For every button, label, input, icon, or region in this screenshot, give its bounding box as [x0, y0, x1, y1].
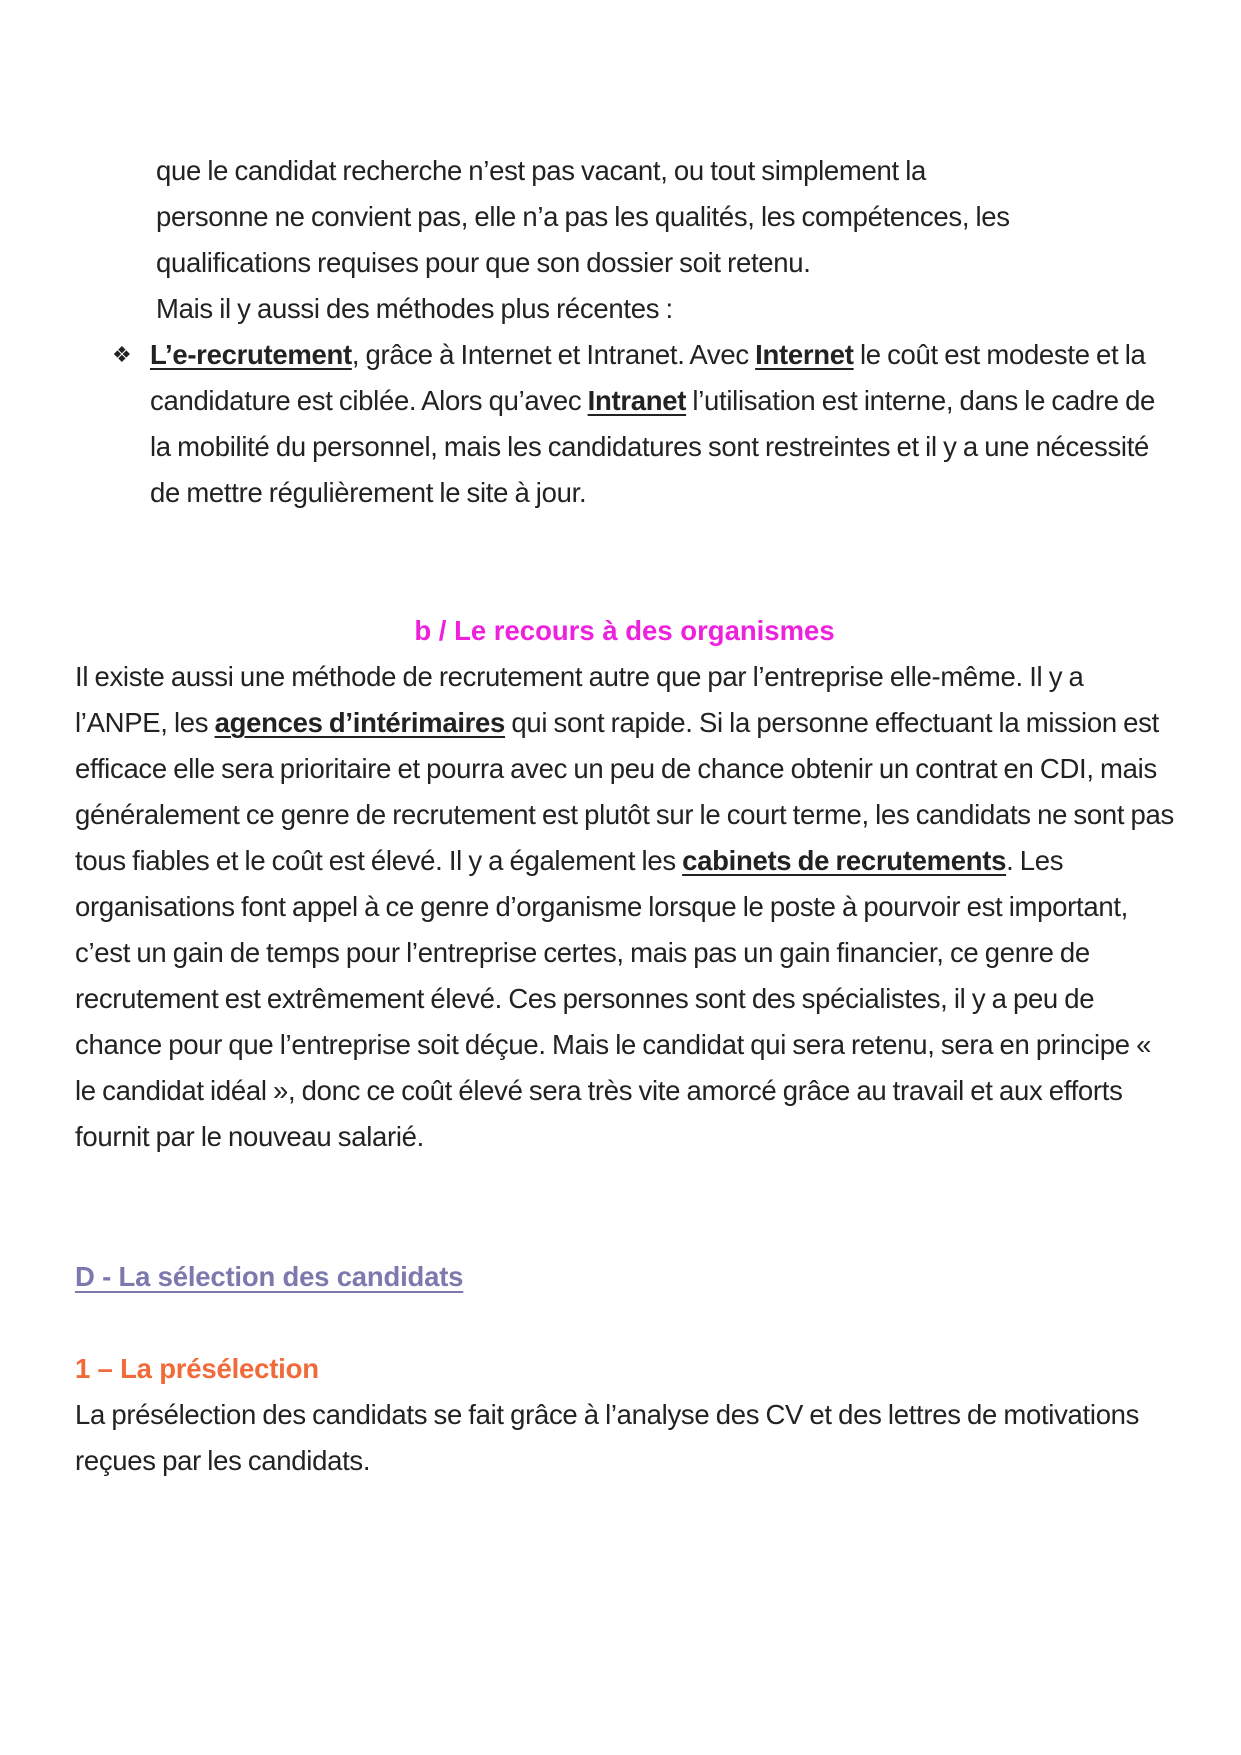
- intro-line-3: qualifications requises pour que son dossier soit retenu.: [156, 247, 811, 278]
- recruitment-firms-term: cabinets de recrutements: [682, 845, 1007, 876]
- bullet-row: [112, 332, 1182, 516]
- intro-line-2: personne ne convient pas, elle n’a pas les qualités, les compétences, les: [156, 201, 1010, 232]
- section-b-text-part-1: Il existe aussi une méthode de recrutement autre que par l’entreprise elle-même. Il y a l’ANPE, les: [75, 661, 1084, 738]
- section-b-text-part-3: . Les organisations font appel à ce genre d’organisme lorsque le poste à pourvoir est important, c’est un gain de temps pour l’entreprise certes, mais pas un gain financier, ce genre de recrutement est extrêmement élevé. Ces personnes sont des spécialistes, il y a peu de chance pour que l’entreprise soit déçue. Mais le candidat qui sera retenu, sera en principe « le candidat idéal », donc ce coût élevé sera très vite amorcé grâce au travail et aux efforts fournit par le nouveau salarié.: [75, 845, 1152, 1152]
- bullet-text-part-1: , grâce à Internet et Intranet. Avec: [351, 339, 756, 370]
- section-b-paragraph: [75, 654, 1175, 1160]
- intranet-term: Intranet: [587, 385, 687, 416]
- e-recruitment-term: L’e-recrutement: [150, 339, 352, 370]
- section-b-text-part-2: qui sont rapide. Si la personne effectuant la mission est efficace elle sera prioritaire et pourra avec un peu de chance obtenir un contrat en CDI, mais généralement ce genre de recrutement est plutôt sur le court terme, les candidats ne sont pas tous fiables et le coût est élevé. Il y a également les: [75, 707, 1174, 876]
- intro-line-4: Mais il y aussi des méthodes plus récentes :: [156, 293, 673, 324]
- bullet-text: [150, 332, 1182, 516]
- e-recruitment-bullet: [112, 332, 1182, 516]
- temp-agencies-term: agences d’intérimaires: [214, 707, 506, 738]
- diamond-bullet-icon: ❖: [112, 342, 132, 367]
- section-b-heading: b / Le recours à des organismes: [414, 615, 835, 646]
- bullet-text-part-3: l’utilisation est interne, dans le cadre de la mobilité du personnel, mais les candidatures sont restreintes et il y a une nécessité de mettre régulièrement le site à jour.: [150, 385, 1156, 508]
- intro-paragraph: [156, 148, 1176, 332]
- intro-line-1: que le candidat recherche n’est pas vacant, ou tout simplement la: [156, 155, 927, 186]
- section-d-heading: D - La sélection des candidats: [75, 1261, 464, 1292]
- internet-term: Internet: [755, 339, 854, 370]
- preselection-heading: 1 – La présélection: [75, 1353, 319, 1384]
- preselection-paragraph: La présélection des candidats se fait grâce à l’analyse des CV et des lettres de motivations reçues par les candidats.: [75, 1399, 1140, 1476]
- bullet-text-part-2: le coût est modeste et la candidature est ciblée. Alors qu’avec: [150, 339, 1146, 416]
